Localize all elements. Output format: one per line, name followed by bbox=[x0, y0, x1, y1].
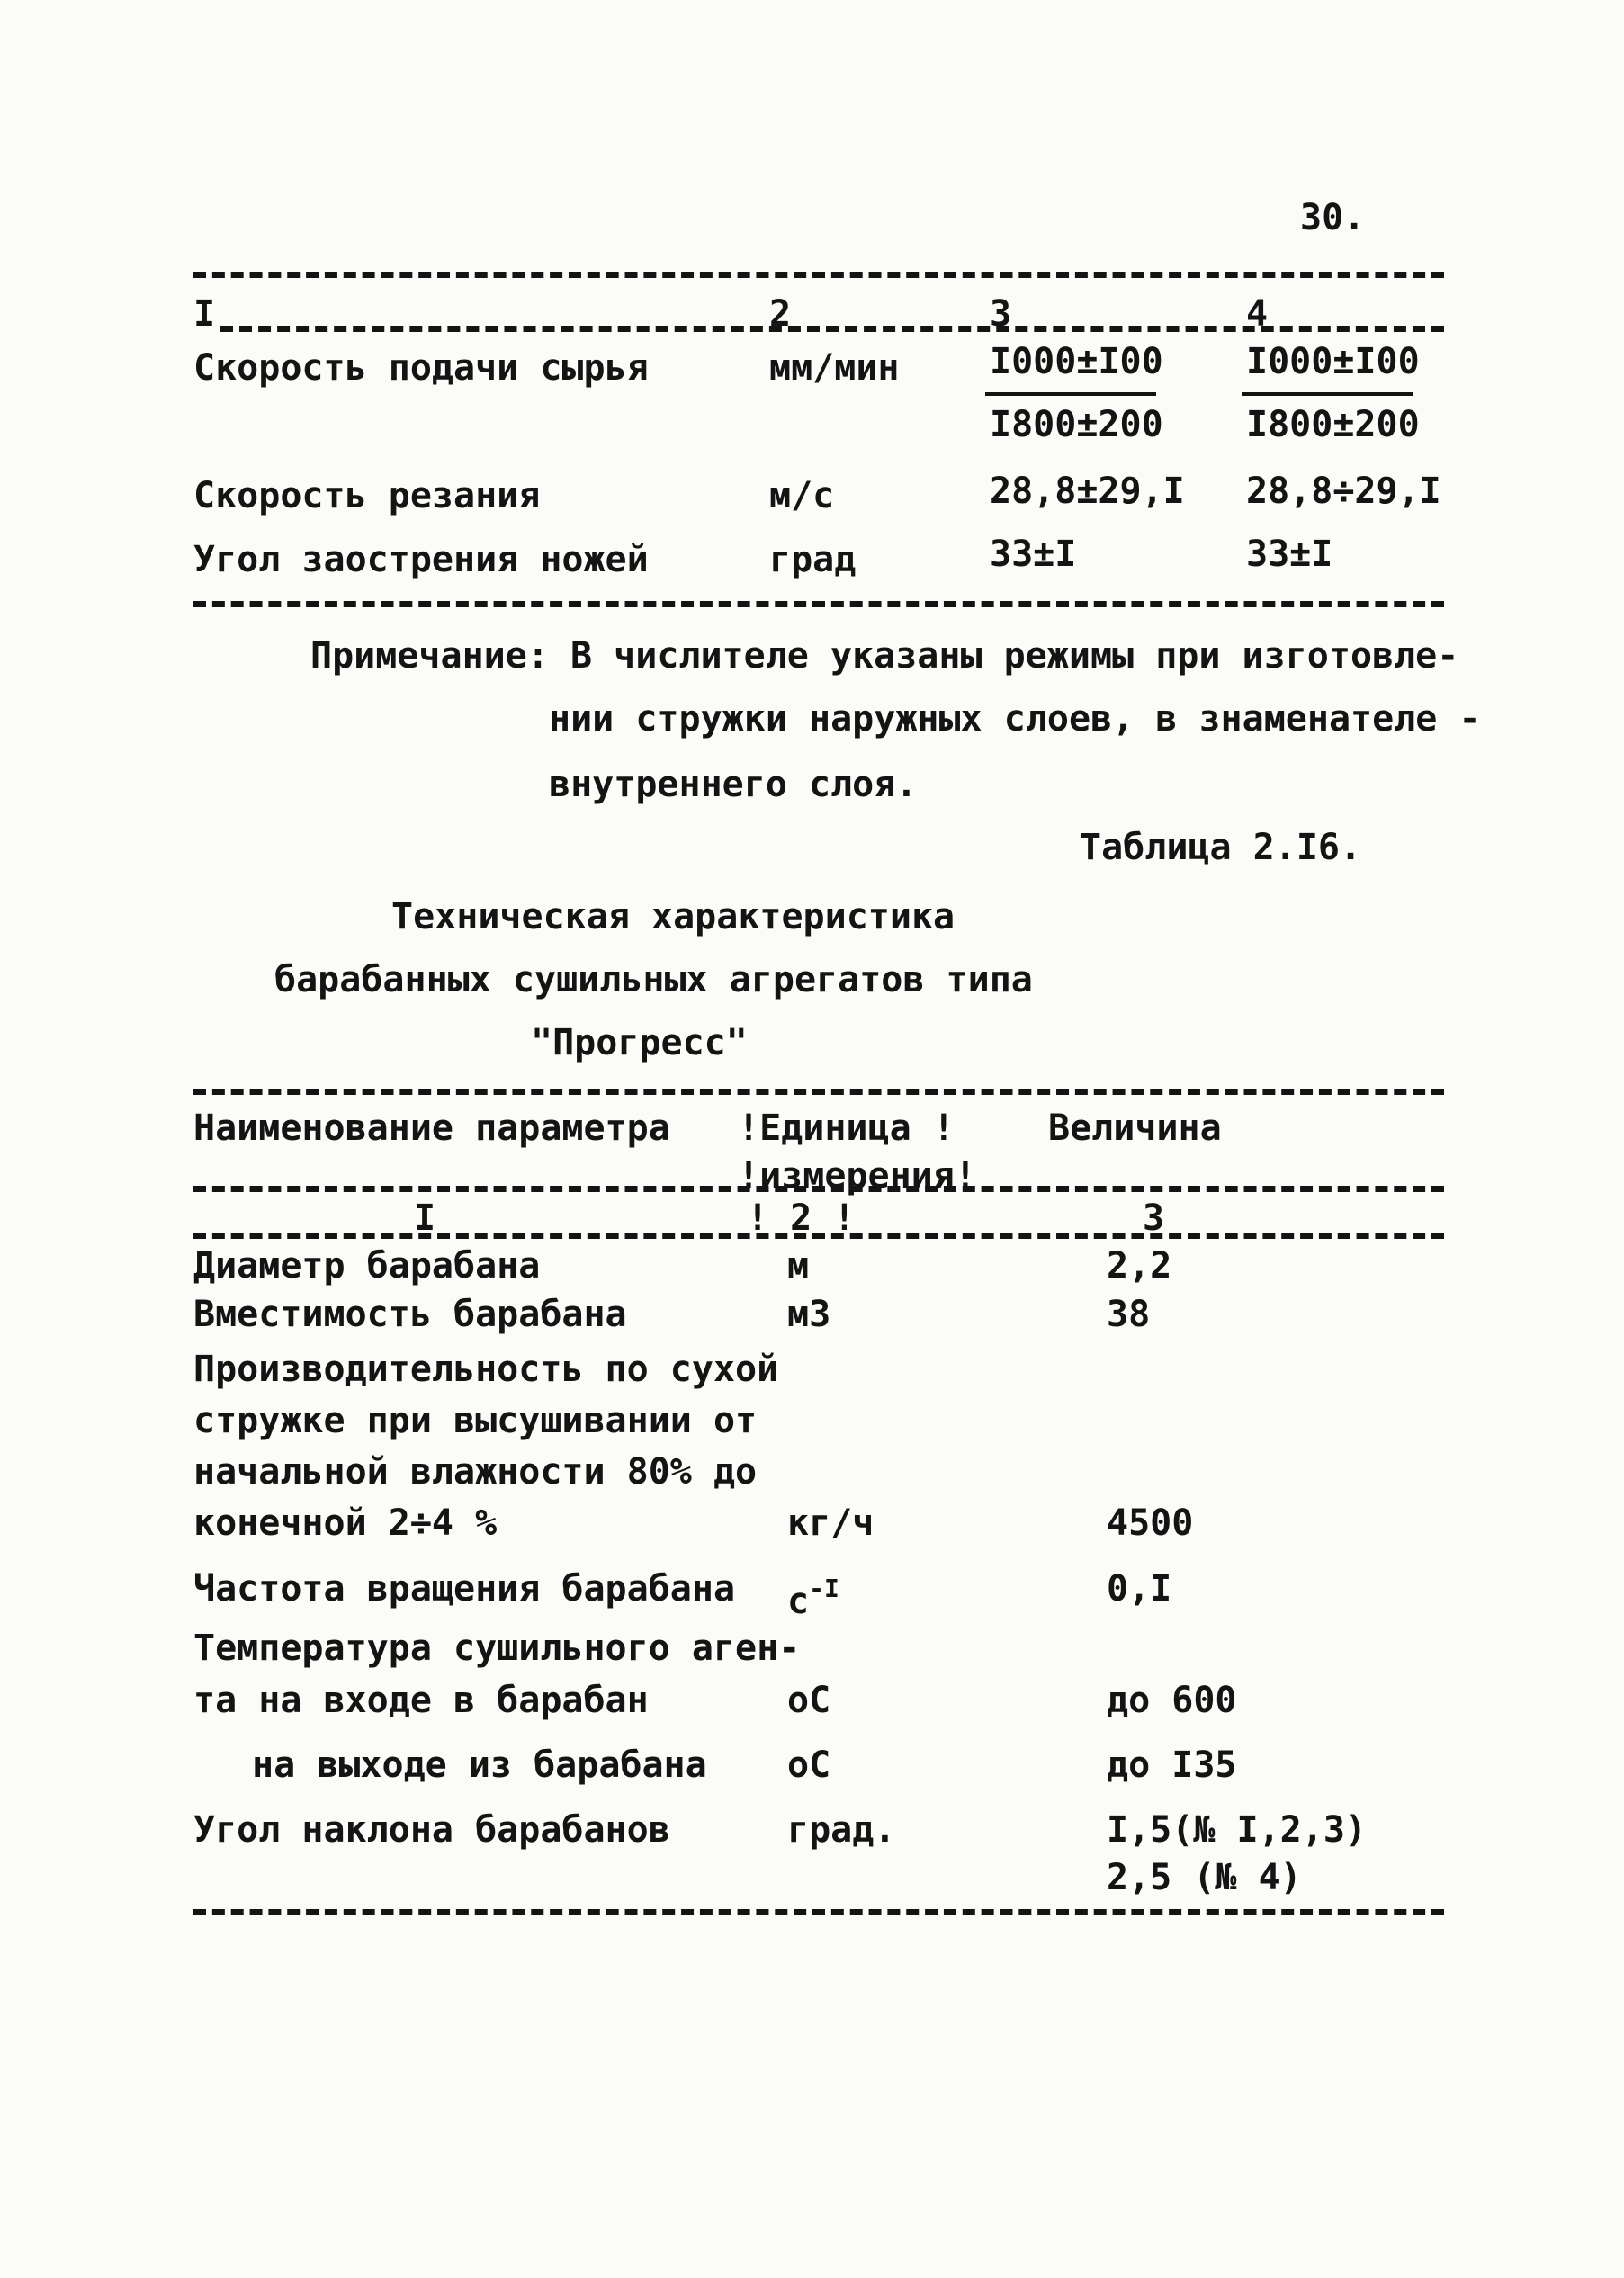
table2-row-angle-value-line-2: 2,5 (№ 4) bbox=[1107, 1857, 1302, 1898]
table2-row-productivity-name-line-4: конечной 2÷4 % bbox=[193, 1502, 498, 1544]
table2-header-param: Наименование параметра bbox=[193, 1108, 670, 1149]
table-title-line-1: Техническая характеристика bbox=[391, 896, 956, 937]
table2-row-capacity-value: 38 bbox=[1107, 1294, 1151, 1335]
table1-bottom-rule bbox=[193, 601, 1444, 607]
table-title-line-2: барабанных сушильных агрегатов типа bbox=[274, 959, 1033, 1000]
table2-col-number-rule bbox=[193, 1233, 1444, 1239]
table1-row2-name: Скорость резания bbox=[193, 475, 541, 516]
table2-row-angle-name: Угол наклона барабанов bbox=[193, 1809, 670, 1851]
table2-row-rotation-unit bbox=[787, 1567, 839, 1623]
table1-row1-col3-numerator: I000±I00 bbox=[990, 341, 1163, 382]
table2-row-temp-inlet-value: до 600 bbox=[1107, 1680, 1237, 1721]
table-title-line-3: "Прогресс" bbox=[531, 1022, 748, 1063]
table2-row-angle-unit: град. bbox=[787, 1809, 896, 1851]
table2-header-unit-line-2: !измерения! bbox=[738, 1155, 976, 1197]
table1-header-rule bbox=[220, 326, 1444, 332]
table1-row1-name: Скорость подачи сырья bbox=[193, 347, 649, 389]
table1-row3-name: Угол заострения ножей bbox=[193, 539, 649, 580]
table1-row1-unit: мм/мин bbox=[769, 347, 900, 389]
table2-header-value: Величина bbox=[1048, 1108, 1222, 1149]
table2-row-productivity-name-line-3: начальной влажности 80% до bbox=[193, 1451, 758, 1493]
table2-row-temp-inlet-name-line-1: Температура сушильного аген- bbox=[193, 1628, 801, 1669]
table2-row-temp-outlet-value: до I35 bbox=[1107, 1744, 1237, 1786]
table2-row-diameter-unit: м bbox=[787, 1245, 810, 1287]
table2-row-diameter-name: Диаметр барабана bbox=[193, 1245, 541, 1287]
table1-row2-col3: 28,8±29,I bbox=[990, 471, 1185, 512]
table1-col-header-2: 2 bbox=[769, 293, 792, 335]
table1-row3-col3: 33±I bbox=[990, 534, 1077, 575]
table2-row-capacity-unit: м3 bbox=[787, 1294, 831, 1335]
table2-row-productivity-name-line-1: Производительность по сухой bbox=[193, 1349, 779, 1390]
table1-row2-col4: 28,8÷29,I bbox=[1246, 471, 1441, 512]
table2-header-rule bbox=[193, 1186, 1444, 1192]
table1-row3-unit: град bbox=[769, 539, 857, 580]
table2-row-rotation-value: 0,I bbox=[1107, 1568, 1172, 1610]
table2-col-number-2: ! 2 ! bbox=[747, 1197, 856, 1239]
table2-row-rotation-name: Частота вращения барабана bbox=[193, 1568, 736, 1610]
note-line-2: нии стружки наружных слоев, в знаменателе - bbox=[549, 698, 1481, 740]
table2-row-productivity-name-line-2: стружке при высушивании от bbox=[193, 1400, 758, 1441]
table2-row-temp-inlet-unit: оС bbox=[787, 1680, 831, 1721]
table2-row-angle-value-line-1: I,5(№ I,2,3) bbox=[1107, 1809, 1367, 1851]
table1-col-header-4: 4 bbox=[1246, 293, 1269, 335]
table1-row1-col4-denominator: I800±200 bbox=[1246, 404, 1420, 445]
table1-row1-col3-fraction-bar bbox=[985, 392, 1156, 396]
table1-top-rule bbox=[193, 272, 1444, 278]
table2-row-temp-inlet-name-line-2: та на входе в барабан bbox=[193, 1680, 649, 1721]
note-line-1: Примечание: В числителе указаны режимы при изготовле- bbox=[310, 635, 1459, 677]
page-number: 30. bbox=[1300, 197, 1366, 238]
table1-row1-col3-denominator: I800±200 bbox=[990, 404, 1163, 445]
table2-row-rotation-unit-base: с bbox=[787, 1581, 810, 1622]
table2-header-unit-line-1: !Единица ! bbox=[738, 1108, 955, 1149]
table2-bottom-rule bbox=[193, 1909, 1444, 1915]
table2-row-productivity-unit: кг/ч bbox=[787, 1502, 875, 1544]
table2-row-capacity-name: Вместимость барабана bbox=[193, 1294, 627, 1335]
table2-row-temp-outlet-name: на выходе из барабана bbox=[252, 1744, 707, 1786]
table1-row3-col4: 33±I bbox=[1246, 534, 1333, 575]
table1-col-header-1: I bbox=[193, 293, 216, 335]
table1-row1-col4-fraction-bar bbox=[1242, 392, 1413, 396]
table2-top-rule bbox=[193, 1089, 1444, 1095]
table2-col-number-1: I bbox=[414, 1197, 436, 1239]
table2-col-number-3: 3 bbox=[1143, 1197, 1165, 1239]
table2-row-diameter-value: 2,2 bbox=[1107, 1245, 1172, 1287]
table2-row-rotation-unit-exponent: -I bbox=[809, 1574, 839, 1603]
table-number-label: Таблица 2.I6. bbox=[1080, 827, 1362, 868]
table1-col-header-3: 3 bbox=[990, 293, 1012, 335]
table2-row-temp-outlet-unit: оС bbox=[787, 1744, 831, 1786]
note-line-3: внутреннего слоя. bbox=[549, 764, 918, 805]
table1-row2-unit: м/с bbox=[769, 475, 835, 516]
table1-row1-col4-numerator: I000±I00 bbox=[1246, 341, 1420, 382]
table2-row-productivity-value: 4500 bbox=[1107, 1502, 1194, 1544]
